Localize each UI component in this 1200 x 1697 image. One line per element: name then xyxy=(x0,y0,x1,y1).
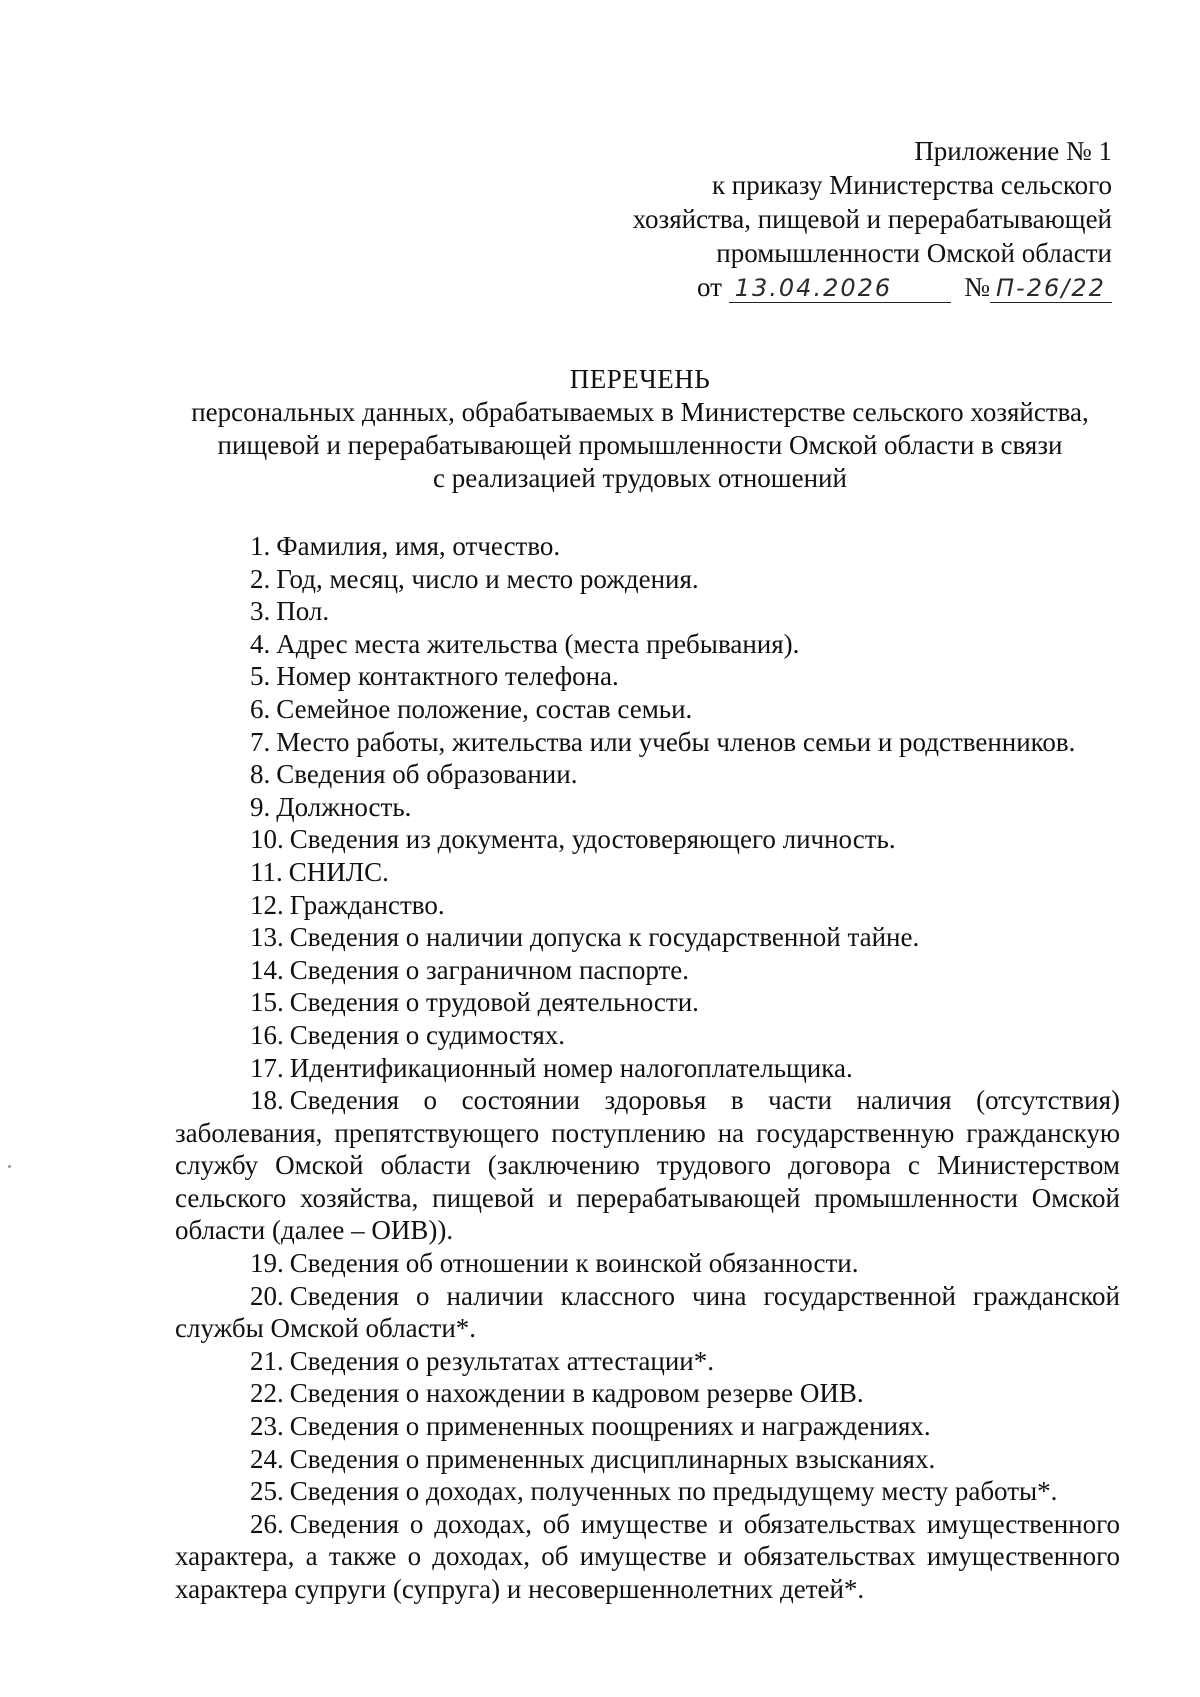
list-item-number: 11. xyxy=(250,856,283,887)
list-item-number: 22. xyxy=(250,1378,284,1409)
list-item-number: 10. xyxy=(250,824,284,855)
list-item-text: Сведения о наличии классного чина государственной гражданской службы Омской области*. xyxy=(175,1280,1120,1344)
list-item xyxy=(175,1084,1120,1247)
list-item xyxy=(175,1019,1120,1052)
list-item xyxy=(175,954,1120,987)
list-item-text: Сведения о доходах, полученных по предыдущему месту работы*. xyxy=(289,1476,1058,1507)
list-item-number: 4. xyxy=(250,628,271,659)
appendix-title: Приложение № 1 xyxy=(914,136,1112,166)
date-prefix: от xyxy=(697,272,722,302)
appendix-line-4: промышленности Омской области xyxy=(716,238,1112,268)
list-item-text: Сведения о состоянии здоровья в части наличия (отсутствия) заболевания, препятствующего поступлению на государственную гражданскую службу Омской области (заключению трудового договора с Министерством сельского хозяйства, пищевой и перерабатывающей промышленности Омской области (далее – ОИВ)). xyxy=(175,1085,1120,1246)
document-subtitle-line-2: пищевой и перерабатывающей промышленности Омской области в связи xyxy=(217,430,1063,460)
list-item xyxy=(175,791,1120,824)
list-item-number: 2. xyxy=(250,563,271,594)
list-item-number: 9. xyxy=(250,791,271,822)
list-item-number: 3. xyxy=(250,596,271,627)
list-item-number: 7. xyxy=(250,726,271,757)
document-title-block xyxy=(160,363,1120,495)
list-item xyxy=(175,1443,1120,1476)
scan-speck xyxy=(8,1165,11,1168)
list-item xyxy=(175,1410,1120,1443)
document-title: ПЕРЕЧЕНЬ xyxy=(569,364,711,394)
list-item-text: Идентификационный номер налогоплательщика. xyxy=(289,1052,853,1083)
list-item xyxy=(175,1508,1120,1606)
list-item xyxy=(175,1377,1120,1410)
list-item-text: Должность. xyxy=(276,791,412,822)
list-item xyxy=(175,889,1120,922)
list-item-text: Сведения об отношении к воинской обязанности. xyxy=(289,1248,859,1279)
list-item-text: Сведения о примененных поощрениях и награждениях. xyxy=(289,1411,931,1442)
list-item xyxy=(175,823,1120,856)
number-prefix: № xyxy=(964,272,990,302)
order-date-line xyxy=(633,270,1112,304)
list-item-text: Номер контактного телефона. xyxy=(276,661,619,692)
list-item-number: 5. xyxy=(250,661,271,692)
document-subtitle-line-3: с реализацией трудовых отношений xyxy=(433,463,847,493)
list-item xyxy=(175,758,1120,791)
list-item xyxy=(175,986,1120,1019)
list-item-number: 8. xyxy=(250,759,271,790)
list-item-text: Сведения о нахождении в кадровом резерве ОИВ. xyxy=(289,1378,864,1409)
list-item-text: Сведения о трудовой деятельности. xyxy=(289,987,699,1018)
list-item-text: Сведения о судимостях. xyxy=(289,1019,565,1050)
list-item-number: 25. xyxy=(250,1476,284,1507)
list-item-number: 20. xyxy=(250,1280,284,1311)
list-item-text: Сведения о наличии допуска к государственной тайне. xyxy=(289,922,920,953)
list-item xyxy=(175,628,1120,661)
handwritten-date: 13.04.2026 xyxy=(729,274,951,303)
list-item-number: 21. xyxy=(250,1345,284,1376)
list-item xyxy=(175,660,1120,693)
list-item-number: 17. xyxy=(250,1052,284,1083)
list-item-number: 16. xyxy=(250,1019,284,1050)
list-item-number: 18. xyxy=(250,1085,284,1116)
list-item xyxy=(175,1475,1120,1508)
appendix-header xyxy=(633,134,1112,304)
list-item-text: Сведения о примененных дисциплинарных взысканиях. xyxy=(289,1443,936,1474)
list-item xyxy=(175,1247,1120,1280)
list-item xyxy=(175,693,1120,726)
list-item-text: Сведения из документа, удостоверяющего личность. xyxy=(289,824,896,855)
document-subtitle-line-1: персональных данных, обрабатываемых в Министерстве сельского хозяйства, xyxy=(191,397,1089,427)
list-item xyxy=(175,563,1120,596)
list-item xyxy=(175,921,1120,954)
list-item xyxy=(175,726,1120,759)
list-item-number: 1. xyxy=(250,531,271,561)
list-item-text: Пол. xyxy=(276,596,330,627)
list-item xyxy=(175,595,1120,628)
list-item-number: 12. xyxy=(250,889,284,920)
list-item-text: Сведения о доходах, об имуществе и обязательствах имущественного характера, а также о доходах, об имуществе и обязательствах имущественного характера супруги (супруга) и несовершеннолетних детей*. xyxy=(175,1508,1120,1604)
list-item-number: 13. xyxy=(250,922,284,953)
handwritten-order-number: П-26/22 xyxy=(990,274,1112,303)
list-item-text: Сведения об образовании. xyxy=(276,759,578,790)
list-item xyxy=(175,530,1120,563)
list-item xyxy=(175,1052,1120,1085)
list-item-number: 19. xyxy=(250,1248,284,1279)
personal-data-list xyxy=(175,530,1120,1606)
list-item-number: 14. xyxy=(250,954,284,985)
list-item xyxy=(175,1345,1120,1378)
list-item-text: Сведения о результатах аттестации*. xyxy=(289,1345,715,1376)
list-item-text: СНИЛС. xyxy=(288,856,389,887)
list-item xyxy=(175,1280,1120,1345)
list-item xyxy=(175,856,1120,889)
appendix-line-3: хозяйства, пищевой и перерабатывающей xyxy=(632,204,1112,234)
list-item-text: Адрес места жительства (места пребывания). xyxy=(276,628,800,659)
appendix-line-2: к приказу Министерства сельского xyxy=(711,170,1112,200)
list-item-text: Семейное положение, состав семьи. xyxy=(276,693,693,724)
list-item-text: Фамилия, имя, отчество. xyxy=(276,531,561,561)
list-item-number: 24. xyxy=(250,1443,284,1474)
list-item-number: 6. xyxy=(250,693,271,724)
list-item-text: Гражданство. xyxy=(289,889,445,920)
list-item-number: 26. xyxy=(250,1508,284,1539)
list-item-number: 23. xyxy=(250,1411,284,1442)
list-item-text: Год, месяц, число и место рождения. xyxy=(276,563,699,594)
list-item-text: Сведения о заграничном паспорте. xyxy=(289,954,690,985)
list-item-text: Место работы, жительства или учебы членов семьи и родственников. xyxy=(276,726,1076,757)
list-item-number: 15. xyxy=(250,987,284,1018)
